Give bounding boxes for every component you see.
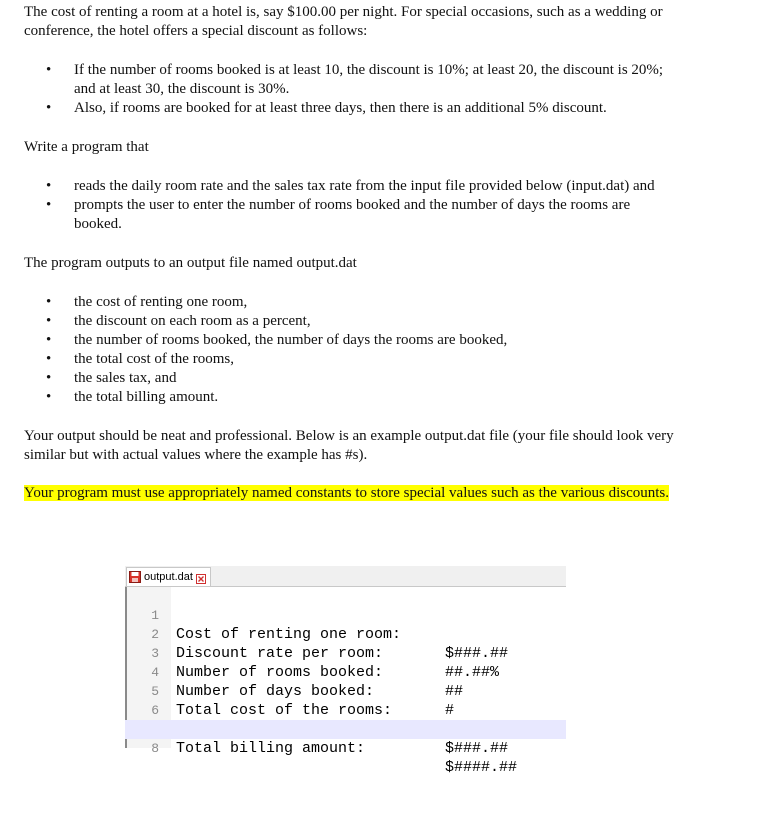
bullet-icon: •: [46, 389, 52, 405]
line-value: $####.##: [445, 759, 518, 776]
list-item: • the cost of renting one room,: [46, 294, 248, 310]
highlighted-text: Your program must use appropriately named constants to store special values such as the various discounts.: [24, 485, 670, 501]
bullet-icon: •: [46, 313, 52, 329]
line-number: 5: [151, 684, 159, 699]
bullet-icon: •: [46, 294, 52, 310]
write-program-paragraph: Write a program that: [24, 139, 149, 155]
line-label: Total billing amount:: [176, 740, 366, 757]
bullet-icon: •: [46, 332, 52, 348]
line-number: 1: [151, 608, 159, 623]
line-number: 2: [151, 627, 159, 642]
line-number: 8: [151, 741, 159, 756]
line-label: Number of rooms booked:: [176, 664, 384, 681]
line-label: Discount rate per room:: [176, 645, 384, 662]
bullet-icon: •: [46, 351, 52, 367]
line-value: ##: [445, 683, 464, 700]
bullet-icon: •: [46, 62, 52, 78]
line-number: 4: [151, 665, 159, 680]
tab-output-dat[interactable]: [126, 567, 211, 586]
list-item: • the sales tax, and: [46, 370, 177, 386]
save-disk-icon: [129, 571, 141, 583]
bullet-icon: •: [46, 100, 52, 116]
bullet-icon: •: [46, 178, 52, 194]
line-number: 6: [151, 703, 159, 718]
program-list: [24, 177, 674, 234]
list-item: • the discount on each room as a percent,: [46, 313, 311, 329]
editor-tab-bar: [125, 566, 566, 587]
bullet-icon: •: [46, 197, 52, 213]
document-body: [24, 3, 674, 503]
line-label: Number of days booked:: [176, 683, 375, 700]
list-item: • reads the daily room rate and the sales tax rate from the input file provided below (input.dat) and: [46, 178, 655, 194]
code-editor-panel: [125, 566, 566, 776]
line-value: $###.##: [445, 645, 509, 662]
close-tab-icon[interactable]: [196, 572, 206, 582]
list-item: • Also, if rooms are booked for at least three days, then there is an additional 5% discount.: [46, 100, 607, 116]
line-label: Total cost of the rooms:: [176, 702, 393, 719]
list-item: • the total billing amount.: [46, 389, 219, 405]
code-line: [125, 701, 566, 776]
tab-label: output.dat: [144, 570, 193, 583]
output-list: [24, 293, 674, 407]
list-item: • If the number of rooms booked is at least 10, the discount is 10%; at least 20, the discount is 20%; and at least 30, the discount is 30%.: [46, 62, 664, 97]
neat-paragraph: Your output should be neat and professional. Below is an example output.dat file (your file should look very similar but with actual values where the example has #s).: [24, 428, 674, 463]
line-value: #: [445, 702, 455, 719]
intro-paragraph: The cost of renting a room at a hotel is, say $100.00 per night. For special occasions, such as a wedding or conference, the hotel offers a special discount as follows:: [24, 4, 663, 39]
list-item: • the number of rooms booked, the number of days the rooms are booked,: [46, 332, 508, 348]
list-item: • the total cost of the rooms,: [46, 351, 234, 367]
line-value: ##.##%: [445, 664, 500, 681]
outputs-intro-paragraph: The program outputs to an output file named output.dat: [24, 255, 357, 271]
line-number: 3: [151, 646, 159, 661]
list-item: • prompts the user to enter the number of rooms booked and the number of days the rooms are booked.: [46, 197, 631, 232]
highlight-paragraph: [24, 484, 674, 503]
line-value: $###.##: [445, 740, 509, 757]
discount-list: [24, 61, 674, 118]
editor-text-area[interactable]: [125, 587, 566, 776]
bullet-icon: •: [46, 370, 52, 386]
line-label: Cost of renting one room:: [176, 626, 402, 643]
